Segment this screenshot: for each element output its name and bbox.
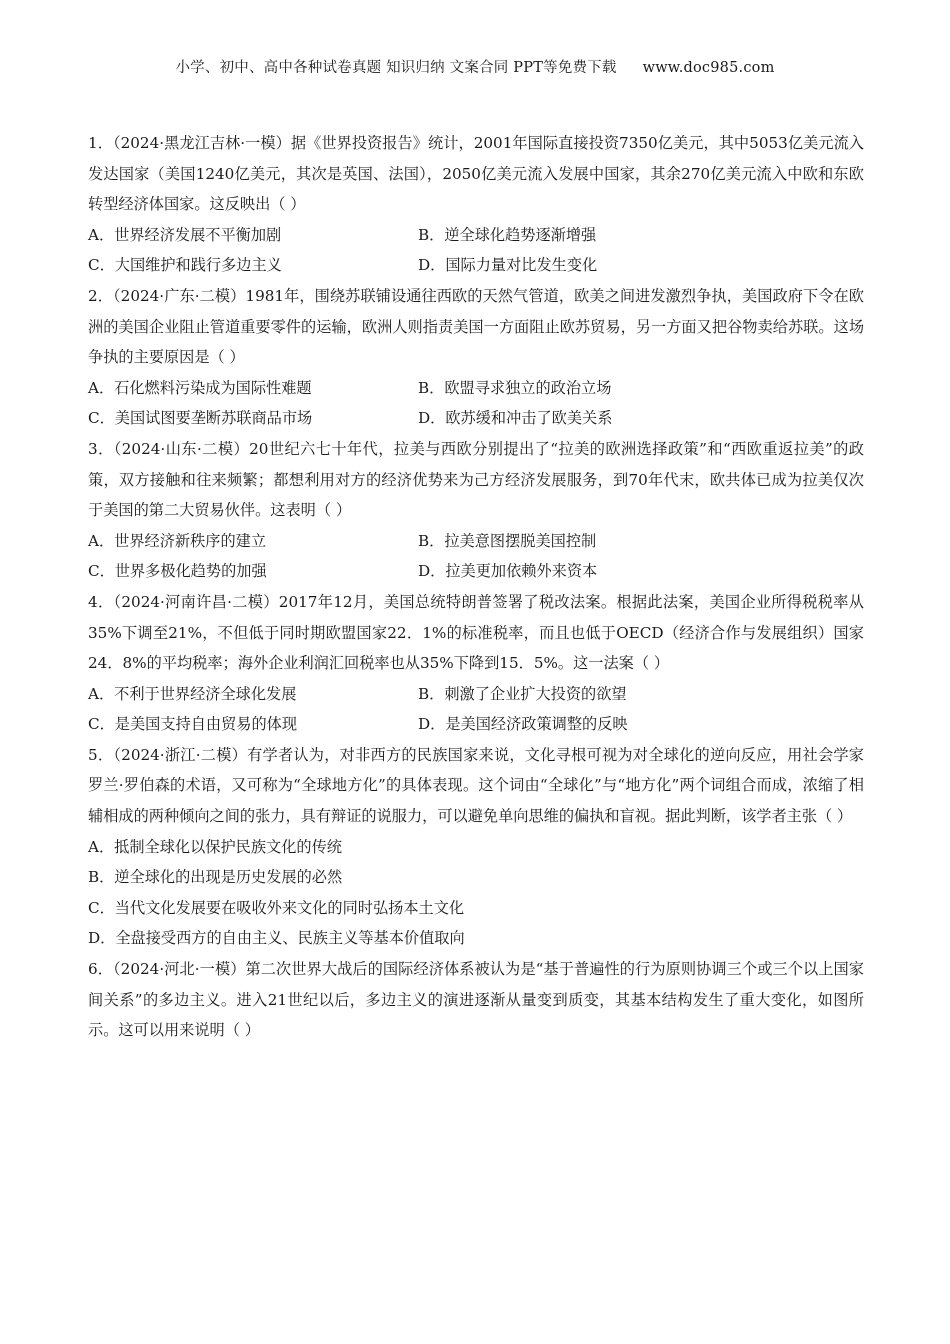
question-6 bbox=[88, 954, 864, 1046]
option-row bbox=[88, 709, 864, 740]
option-d: D．是美国经济政策调整的反映 bbox=[418, 715, 628, 734]
option-row bbox=[88, 526, 864, 557]
question-4 bbox=[88, 587, 864, 740]
option-row bbox=[88, 556, 864, 587]
option-a: A．世界经济发展不平衡加剧 bbox=[88, 225, 282, 244]
option-c: C．美国试图要垄断苏联商品市场 bbox=[88, 409, 313, 428]
question-stem: 3．（2024·山东·二模）20世纪六七十年代，拉美与西欧分别提出了“拉美的欧洲选择政策”和“西欧重返拉美”的政策，双方接触和往来频繁；都想利用对方的经济优势来为己方经济发展服务，到70年代末，欧共体已成为拉美仅次于美国的第二大贸易伙伴。这表明（ ） bbox=[88, 439, 864, 520]
header-site-link[interactable]: www.doc985.com bbox=[642, 60, 775, 76]
question-stem: 4．（2024·河南许昌·二模）2017年12月，美国总统特朗普签署了税改法案。根据此法案，美国企业所得税税率从35%下调至21%，不但低于同时期欧盟国家22．1%的标准税率，而且也低于OECD（经济合作与发展组织）国家24．8%的平均税率；海外企业利润汇回税率也从35%下降到15．5%。这一法案（ ） bbox=[88, 592, 864, 673]
option-a: A．抵制全球化以保护民族文化的传统 bbox=[88, 837, 342, 856]
question-1 bbox=[88, 128, 864, 281]
option-row bbox=[88, 220, 864, 251]
question-list bbox=[88, 128, 864, 1046]
option-b: B．拉美意图摆脱美国控制 bbox=[418, 531, 597, 550]
question-stem: 5．（2024·浙江·二模）有学者认为，对非西方的民族国家来说，文化寻根可视为对全球化的逆向反应，用社会学家罗兰·罗伯森的术语，又可称为“全球地方化”的具体表现。这个词由“全球化”与“地方化”两个词组合而成，浓缩了相辅相成的两种倾向之间的张力，具有辩证的说服力，可以避免单向思维的偏执和盲视。据此判断，该学者主张（ ） bbox=[88, 745, 864, 826]
option-d: D．欧苏缓和冲击了欧美关系 bbox=[418, 409, 613, 428]
option-a: A．世界经济新秩序的建立 bbox=[88, 531, 267, 550]
option-c: C．大国维护和践行多边主义 bbox=[88, 256, 282, 275]
question-2 bbox=[88, 281, 864, 434]
option-a: A．不利于世界经济全球化发展 bbox=[88, 684, 297, 703]
option-c: C．当代文化发展要在吸收外来文化的同时弘扬本土文化 bbox=[88, 898, 465, 917]
option-b: B．逆全球化的出现是历史发展的必然 bbox=[88, 868, 343, 887]
option-b: B．刺激了企业扩大投资的欲望 bbox=[418, 684, 627, 703]
option-row bbox=[88, 403, 864, 434]
question-3 bbox=[88, 434, 864, 587]
question-stem: 1．（2024·黑龙江吉林·一模）据《世界投资报告》统计，2001年国际直接投资7350亿美元，其中5053亿美元流入发达国家（美国1240亿美元，其次是英国、法国），2050亿美元流入发展中国家，其余270亿美元流入中欧和东欧转型经济体国家。这反映出（ ） bbox=[88, 134, 864, 214]
page-header bbox=[0, 56, 950, 77]
question-5 bbox=[88, 740, 864, 954]
option-d: D．拉美更加依赖外来资本 bbox=[418, 562, 598, 581]
option-c: C．世界多极化趋势的加强 bbox=[88, 562, 267, 581]
option-row bbox=[88, 679, 864, 710]
option-row bbox=[88, 250, 864, 281]
option-b: B．逆全球化趋势逐渐增强 bbox=[418, 225, 597, 244]
option-row bbox=[88, 373, 864, 404]
option-c: C．是美国支持自由贸易的体现 bbox=[88, 715, 298, 734]
option-d: D．全盘接受西方的自由主义、民族主义等基本价值取向 bbox=[88, 929, 465, 948]
question-stem: 2．（2024·广东·二模）1981年，围绕苏联铺设通往西欧的天然气管道，欧美之间进发激烈争执，美国政府下令在欧洲的美国企业阻止管道重要零件的运输，欧洲人则指责美国一方面阻止欧苏贸易，另一方面又把谷物卖给苏联。这场争执的主要原因是（ ） bbox=[88, 286, 864, 367]
option-b: B．欧盟寻求独立的政治立场 bbox=[418, 378, 612, 397]
option-a: A．石化燃料污染成为国际性难题 bbox=[88, 378, 312, 397]
header-text: 小学、初中、高中各种试卷真题 知识归纳 文案合同 PPT等免费下载 bbox=[175, 60, 617, 76]
option-d: D．国际力量对比发生变化 bbox=[418, 256, 598, 275]
question-stem: 6．（2024·河北·一模）第二次世界大战后的国际经济体系被认为是“基于普遍性的行为原则协调三个或三个以上国家间关系”的多边主义。进入21世纪以后，多边主义的演进逐渐从量变到质变，其基本结构发生了重大变化，如图所示。这可以用来说明（ ） bbox=[88, 960, 864, 1040]
